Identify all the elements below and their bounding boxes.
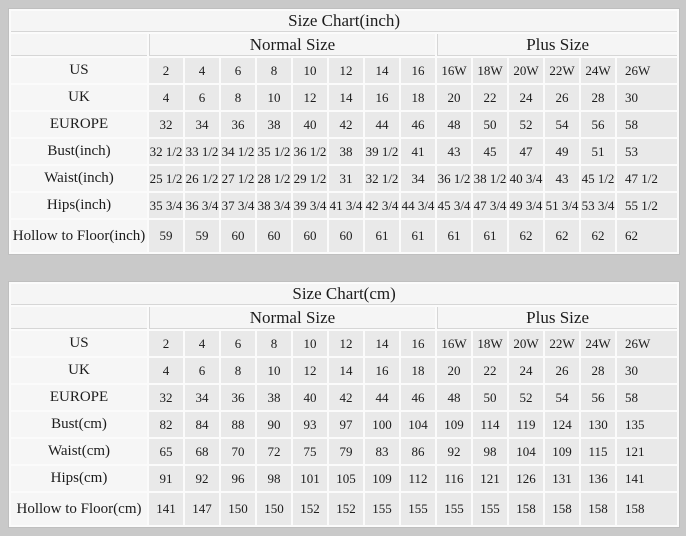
size-cell: 124 bbox=[545, 412, 579, 437]
size-cell: 28 1/2 bbox=[257, 166, 291, 191]
table-row bbox=[11, 85, 677, 110]
size-cell: 53 3/4 bbox=[581, 193, 615, 218]
size-cell: 158 bbox=[617, 493, 677, 525]
group-header-plus: Plus Size bbox=[437, 34, 677, 56]
size-cell: 30 bbox=[617, 358, 677, 383]
size-cell: 24W bbox=[581, 58, 615, 83]
size-cell: 30 bbox=[617, 85, 677, 110]
size-cell: 115 bbox=[581, 439, 615, 464]
title-row bbox=[11, 284, 677, 305]
group-header-normal: Normal Size bbox=[149, 307, 435, 329]
size-cell: 16W bbox=[437, 331, 471, 356]
table-row bbox=[11, 439, 677, 464]
size-cell: 18W bbox=[473, 331, 507, 356]
size-cell: 32 bbox=[149, 112, 183, 137]
size-cell: 45 3/4 bbox=[437, 193, 471, 218]
size-cell: 10 bbox=[257, 358, 291, 383]
size-cell: 10 bbox=[293, 331, 327, 356]
size-cell: 37 3/4 bbox=[221, 193, 255, 218]
size-cell: 150 bbox=[221, 493, 255, 525]
row-label: US bbox=[11, 331, 147, 356]
size-cell: 53 bbox=[617, 139, 677, 164]
size-cell: 56 bbox=[581, 385, 615, 410]
size-cell: 34 bbox=[185, 112, 219, 137]
size-cell: 16 bbox=[365, 85, 399, 110]
size-cell: 65 bbox=[149, 439, 183, 464]
size-cell: 100 bbox=[365, 412, 399, 437]
size-cell: 28 bbox=[581, 358, 615, 383]
size-cell: 26W bbox=[617, 331, 677, 356]
size-cell: 35 3/4 bbox=[149, 193, 183, 218]
size-cell: 49 bbox=[545, 139, 579, 164]
size-chart-inch bbox=[8, 8, 680, 255]
size-cell: 24 bbox=[509, 85, 543, 110]
size-cell: 28 bbox=[581, 85, 615, 110]
size-cell: 90 bbox=[257, 412, 291, 437]
row-label: Bust(inch) bbox=[11, 139, 147, 164]
size-cell: 45 bbox=[473, 139, 507, 164]
size-chart-cm bbox=[8, 281, 680, 528]
table-row bbox=[11, 385, 677, 410]
size-cell: 33 1/2 bbox=[185, 139, 219, 164]
size-cell: 8 bbox=[257, 58, 291, 83]
size-cell: 62 bbox=[581, 220, 615, 252]
size-cell: 2 bbox=[149, 331, 183, 356]
size-cell: 55 1/2 bbox=[617, 193, 677, 218]
size-cell: 12 bbox=[293, 85, 327, 110]
row-label: Waist(inch) bbox=[11, 166, 147, 191]
size-cell: 6 bbox=[185, 85, 219, 110]
size-cell: 112 bbox=[401, 466, 435, 491]
size-cell: 12 bbox=[293, 358, 327, 383]
table-row bbox=[11, 466, 677, 491]
size-cell: 97 bbox=[329, 412, 363, 437]
size-cell: 75 bbox=[293, 439, 327, 464]
corner-cell bbox=[11, 34, 147, 56]
size-cell: 45 1/2 bbox=[581, 166, 615, 191]
size-cell: 60 bbox=[293, 220, 327, 252]
size-cell: 155 bbox=[437, 493, 471, 525]
size-cell: 130 bbox=[581, 412, 615, 437]
size-cell: 104 bbox=[401, 412, 435, 437]
size-cell: 109 bbox=[365, 466, 399, 491]
size-cell: 4 bbox=[185, 58, 219, 83]
size-cell: 49 3/4 bbox=[509, 193, 543, 218]
size-cell: 70 bbox=[221, 439, 255, 464]
table-row bbox=[11, 58, 677, 83]
size-cell: 43 bbox=[437, 139, 471, 164]
size-cell: 62 bbox=[617, 220, 677, 252]
size-cell: 20W bbox=[509, 58, 543, 83]
size-cell: 59 bbox=[149, 220, 183, 252]
size-cell: 18 bbox=[401, 358, 435, 383]
size-cell: 14 bbox=[365, 58, 399, 83]
size-cell: 147 bbox=[185, 493, 219, 525]
size-cell: 104 bbox=[509, 439, 543, 464]
size-cell: 36 1/2 bbox=[437, 166, 471, 191]
size-cell: 126 bbox=[509, 466, 543, 491]
size-cell: 40 3/4 bbox=[509, 166, 543, 191]
size-cell: 16 bbox=[401, 58, 435, 83]
size-cell: 61 bbox=[365, 220, 399, 252]
corner-cell bbox=[11, 307, 147, 329]
size-cell: 24W bbox=[581, 331, 615, 356]
size-cell: 10 bbox=[293, 58, 327, 83]
size-cell: 47 3/4 bbox=[473, 193, 507, 218]
size-cell: 114 bbox=[473, 412, 507, 437]
size-cell: 158 bbox=[509, 493, 543, 525]
size-cell: 20W bbox=[509, 331, 543, 356]
table-row bbox=[11, 358, 677, 383]
size-cell: 18 bbox=[401, 85, 435, 110]
row-label: Hips(inch) bbox=[11, 193, 147, 218]
size-cell: 50 bbox=[473, 385, 507, 410]
size-cell: 54 bbox=[545, 112, 579, 137]
size-cell: 38 3/4 bbox=[257, 193, 291, 218]
size-cell: 34 1/2 bbox=[221, 139, 255, 164]
size-cell: 62 bbox=[545, 220, 579, 252]
size-cell: 131 bbox=[545, 466, 579, 491]
size-cell: 92 bbox=[437, 439, 471, 464]
size-cell: 135 bbox=[617, 412, 677, 437]
table-title: Size Chart(cm) bbox=[11, 284, 677, 305]
group-header-plus: Plus Size bbox=[437, 307, 677, 329]
size-cell: 25 1/2 bbox=[149, 166, 183, 191]
size-cell: 26 bbox=[545, 358, 579, 383]
size-cell: 109 bbox=[545, 439, 579, 464]
size-cell: 158 bbox=[545, 493, 579, 525]
size-cell: 27 1/2 bbox=[221, 166, 255, 191]
size-cell: 82 bbox=[149, 412, 183, 437]
group-header-normal: Normal Size bbox=[149, 34, 435, 56]
table-row bbox=[11, 331, 677, 356]
size-cell: 43 bbox=[545, 166, 579, 191]
size-cell: 24 bbox=[509, 358, 543, 383]
size-cell: 44 3/4 bbox=[401, 193, 435, 218]
size-cell: 36 bbox=[221, 385, 255, 410]
size-cell: 14 bbox=[329, 358, 363, 383]
size-cell: 52 bbox=[509, 112, 543, 137]
size-cell: 46 bbox=[401, 385, 435, 410]
size-cell: 22W bbox=[545, 331, 579, 356]
row-label: Hollow to Floor(cm) bbox=[11, 493, 147, 525]
row-label: US bbox=[11, 58, 147, 83]
size-cell: 40 bbox=[293, 385, 327, 410]
size-cell: 4 bbox=[149, 358, 183, 383]
size-cell: 32 bbox=[149, 385, 183, 410]
size-cell: 42 3/4 bbox=[365, 193, 399, 218]
size-cell: 136 bbox=[581, 466, 615, 491]
size-cell: 105 bbox=[329, 466, 363, 491]
size-cell: 39 3/4 bbox=[293, 193, 327, 218]
size-cell: 22W bbox=[545, 58, 579, 83]
size-cell: 6 bbox=[221, 58, 255, 83]
size-cell: 72 bbox=[257, 439, 291, 464]
size-cell: 35 1/2 bbox=[257, 139, 291, 164]
size-cell: 2 bbox=[149, 58, 183, 83]
size-cell: 141 bbox=[617, 466, 677, 491]
size-cell: 8 bbox=[257, 331, 291, 356]
size-cell: 34 bbox=[185, 385, 219, 410]
size-cell: 58 bbox=[617, 385, 677, 410]
size-cell: 41 bbox=[401, 139, 435, 164]
size-cell: 38 bbox=[257, 385, 291, 410]
size-cell: 98 bbox=[473, 439, 507, 464]
size-cell: 92 bbox=[185, 466, 219, 491]
size-cell: 98 bbox=[257, 466, 291, 491]
size-cell: 155 bbox=[365, 493, 399, 525]
size-cell: 61 bbox=[473, 220, 507, 252]
size-cell: 14 bbox=[365, 331, 399, 356]
size-cell: 59 bbox=[185, 220, 219, 252]
size-cell: 68 bbox=[185, 439, 219, 464]
size-cell: 38 1/2 bbox=[473, 166, 507, 191]
table-row bbox=[11, 112, 677, 137]
size-cell: 50 bbox=[473, 112, 507, 137]
size-cell: 61 bbox=[401, 220, 435, 252]
size-cell: 38 bbox=[257, 112, 291, 137]
size-cell: 4 bbox=[149, 85, 183, 110]
size-cell: 32 1/2 bbox=[149, 139, 183, 164]
size-cell: 22 bbox=[473, 85, 507, 110]
size-cell: 36 1/2 bbox=[293, 139, 327, 164]
size-cell: 83 bbox=[365, 439, 399, 464]
size-cell: 152 bbox=[329, 493, 363, 525]
table-row bbox=[11, 493, 677, 525]
size-cell: 88 bbox=[221, 412, 255, 437]
size-cell: 42 bbox=[329, 385, 363, 410]
size-cell: 119 bbox=[509, 412, 543, 437]
size-cell: 155 bbox=[473, 493, 507, 525]
size-cell: 60 bbox=[329, 220, 363, 252]
size-cell: 8 bbox=[221, 85, 255, 110]
size-cell: 152 bbox=[293, 493, 327, 525]
size-cell: 36 3/4 bbox=[185, 193, 219, 218]
size-cell: 46 bbox=[401, 112, 435, 137]
table-title: Size Chart(inch) bbox=[11, 11, 677, 32]
size-cell: 6 bbox=[221, 331, 255, 356]
size-cell: 16 bbox=[401, 331, 435, 356]
size-cell: 58 bbox=[617, 112, 677, 137]
size-cell: 22 bbox=[473, 358, 507, 383]
size-cell: 62 bbox=[509, 220, 543, 252]
size-cell: 38 bbox=[329, 139, 363, 164]
size-cell: 150 bbox=[257, 493, 291, 525]
size-cell: 86 bbox=[401, 439, 435, 464]
table-row bbox=[11, 166, 677, 191]
size-cell: 14 bbox=[329, 85, 363, 110]
size-cell: 26 bbox=[545, 85, 579, 110]
size-cell: 6 bbox=[185, 358, 219, 383]
size-cell: 141 bbox=[149, 493, 183, 525]
row-label: Hollow to Floor(inch) bbox=[11, 220, 147, 252]
size-cell: 44 bbox=[365, 112, 399, 137]
size-cell: 116 bbox=[437, 466, 471, 491]
size-cell: 60 bbox=[257, 220, 291, 252]
size-cell: 39 1/2 bbox=[365, 139, 399, 164]
size-cell: 47 1/2 bbox=[617, 166, 677, 191]
size-cell: 31 bbox=[329, 166, 363, 191]
size-cell: 56 bbox=[581, 112, 615, 137]
size-cell: 44 bbox=[365, 385, 399, 410]
size-cell: 48 bbox=[437, 385, 471, 410]
table-row bbox=[11, 139, 677, 164]
size-cell: 109 bbox=[437, 412, 471, 437]
table-row bbox=[11, 220, 677, 252]
size-cell: 16 bbox=[365, 358, 399, 383]
size-cell: 93 bbox=[293, 412, 327, 437]
row-label: Hips(cm) bbox=[11, 466, 147, 491]
size-cell: 52 bbox=[509, 385, 543, 410]
size-cell: 42 bbox=[329, 112, 363, 137]
size-cell: 47 bbox=[509, 139, 543, 164]
table-row bbox=[11, 412, 677, 437]
size-cell: 4 bbox=[185, 331, 219, 356]
size-cell: 26 1/2 bbox=[185, 166, 219, 191]
size-cell: 121 bbox=[617, 439, 677, 464]
size-cell: 26W bbox=[617, 58, 677, 83]
size-cell: 36 bbox=[221, 112, 255, 137]
size-cell: 34 bbox=[401, 166, 435, 191]
size-cell: 155 bbox=[401, 493, 435, 525]
row-label: EUROPE bbox=[11, 385, 147, 410]
size-cell: 51 bbox=[581, 139, 615, 164]
row-label: UK bbox=[11, 358, 147, 383]
size-cell: 20 bbox=[437, 358, 471, 383]
size-cell: 48 bbox=[437, 112, 471, 137]
size-cell: 20 bbox=[437, 85, 471, 110]
size-cell: 32 1/2 bbox=[365, 166, 399, 191]
size-cell: 101 bbox=[293, 466, 327, 491]
size-cell: 96 bbox=[221, 466, 255, 491]
size-cell: 60 bbox=[221, 220, 255, 252]
size-cell: 10 bbox=[257, 85, 291, 110]
size-cell: 16W bbox=[437, 58, 471, 83]
row-label: EUROPE bbox=[11, 112, 147, 137]
row-label: Bust(cm) bbox=[11, 412, 147, 437]
row-label: Waist(cm) bbox=[11, 439, 147, 464]
group-header-row bbox=[11, 34, 677, 56]
size-cell: 51 3/4 bbox=[545, 193, 579, 218]
size-cell: 158 bbox=[581, 493, 615, 525]
size-cell: 84 bbox=[185, 412, 219, 437]
table-row bbox=[11, 193, 677, 218]
size-cell: 91 bbox=[149, 466, 183, 491]
group-header-row bbox=[11, 307, 677, 329]
size-cell: 79 bbox=[329, 439, 363, 464]
size-cell: 40 bbox=[293, 112, 327, 137]
size-cell: 54 bbox=[545, 385, 579, 410]
title-row bbox=[11, 11, 677, 32]
row-label: UK bbox=[11, 85, 147, 110]
size-cell: 12 bbox=[329, 331, 363, 356]
size-cell: 12 bbox=[329, 58, 363, 83]
size-cell: 121 bbox=[473, 466, 507, 491]
size-cell: 8 bbox=[221, 358, 255, 383]
size-cell: 61 bbox=[437, 220, 471, 252]
size-cell: 41 3/4 bbox=[329, 193, 363, 218]
size-cell: 29 1/2 bbox=[293, 166, 327, 191]
size-cell: 18W bbox=[473, 58, 507, 83]
